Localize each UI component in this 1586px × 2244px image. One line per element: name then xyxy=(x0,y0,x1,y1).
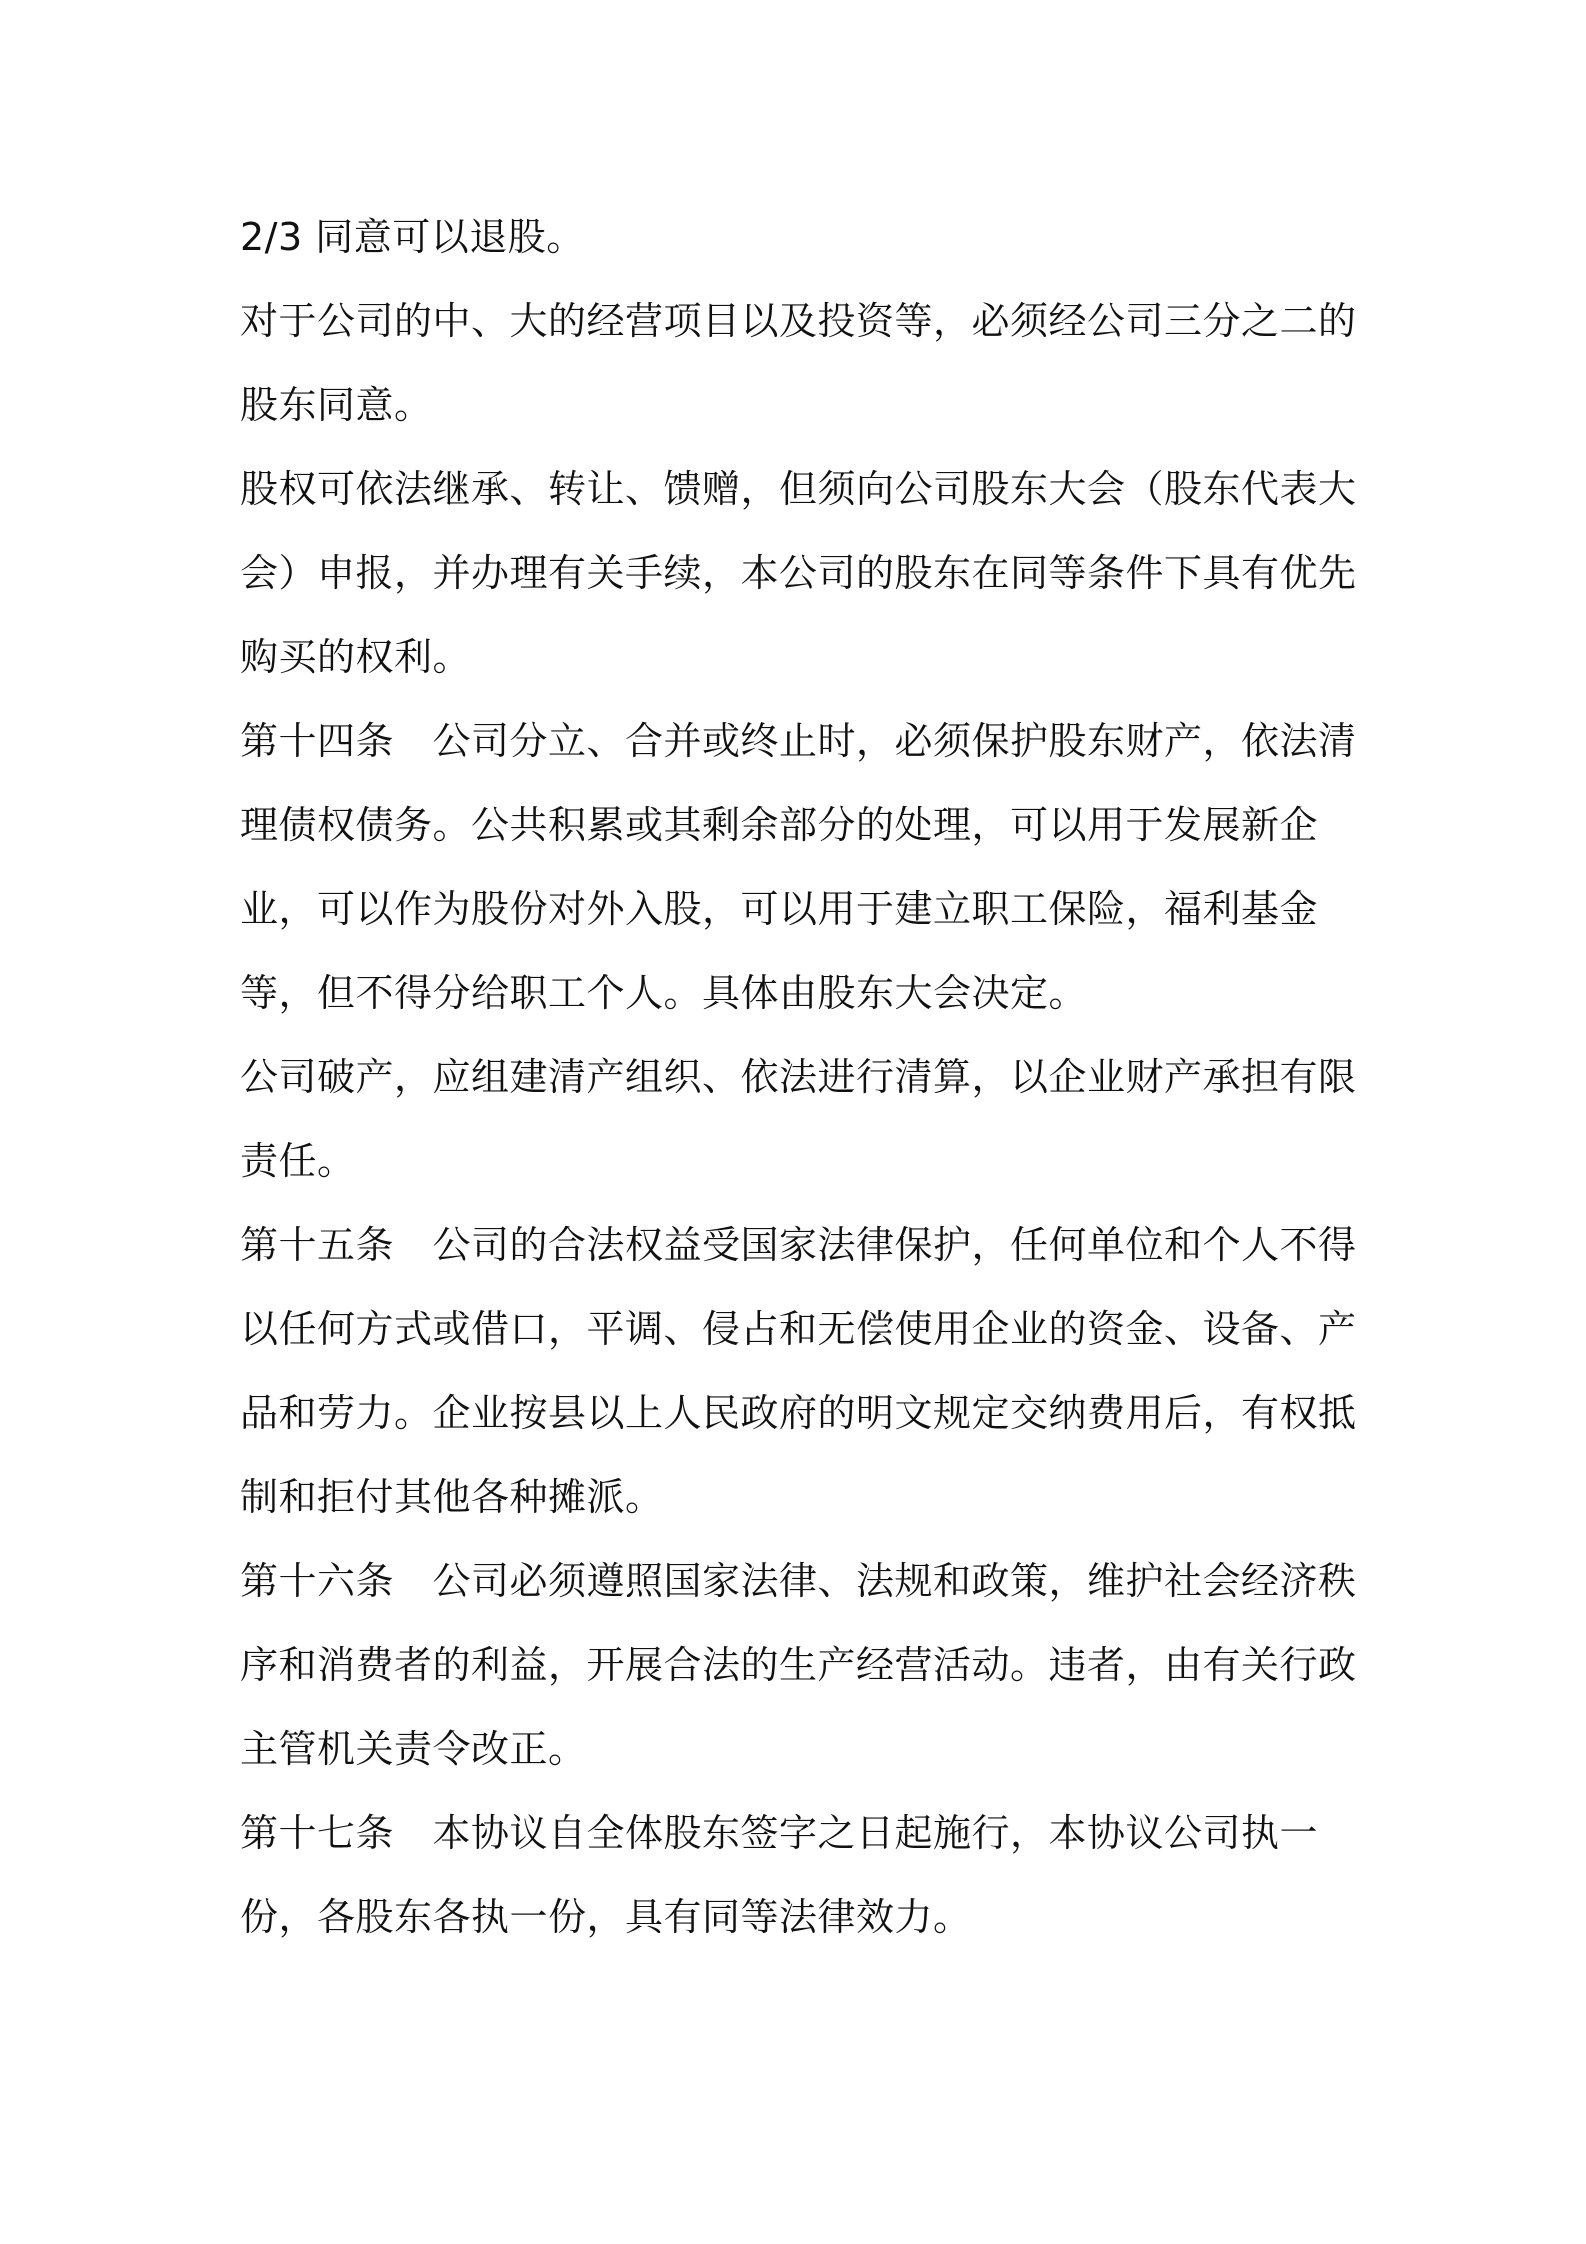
paragraph-article-15: 第十五条 公司的合法权益受国家法律保护，任何单位和个人不得以任何方式或借口，平调、侵占和无偿使用企业的资金、设备、产品和劳力。企业按县以上人民政府的明文规定交纳费用后，有权抵制和拒付其他各种摊派。 xyxy=(240,1223,1357,1519)
paragraph-bankruptcy: 公司破产，应组建清产组织、依法进行清算，以企业财产承担有限责任。 xyxy=(240,1055,1357,1183)
paragraph-major-projects: 对于公司的中、大的经营项目以及投资等，必须经公司三分之二的股东同意。 xyxy=(240,299,1357,427)
paragraph-article-17: 第十七条 本协议自全体股东签字之日起施行，本协议公司执一份，各股东各执一份，具有同等法律效力。 xyxy=(240,1811,1319,1939)
paragraph-article-14: 第十四条 公司分立、合并或终止时，必须保护股东财产，依法清理债权债务。公共积累或其剩余部分的处理，可以用于发展新企业，可以作为股份对外入股，可以用于建立职工保险，福利基金等，但不得分给职工个人。具体由股东大会决定。 xyxy=(240,719,1357,1015)
paragraph-withdrawal-consent: 2/3 同意可以退股。 xyxy=(240,215,585,259)
document-body xyxy=(240,195,1360,1959)
paragraph-article-16: 第十六条 公司必须遵照国家法律、法规和政策，维护社会经济秩序和消费者的利益，开展合法的生产经营活动。违者，由有关行政主管机关责令改正。 xyxy=(240,1559,1357,1771)
paragraph-equity-transfer: 股权可依法继承、转让、馈赠，但须向公司股东大会（股东代表大会）申报，并办理有关手续，本公司的股东在同等条件下具有优先购买的权利。 xyxy=(240,467,1357,679)
